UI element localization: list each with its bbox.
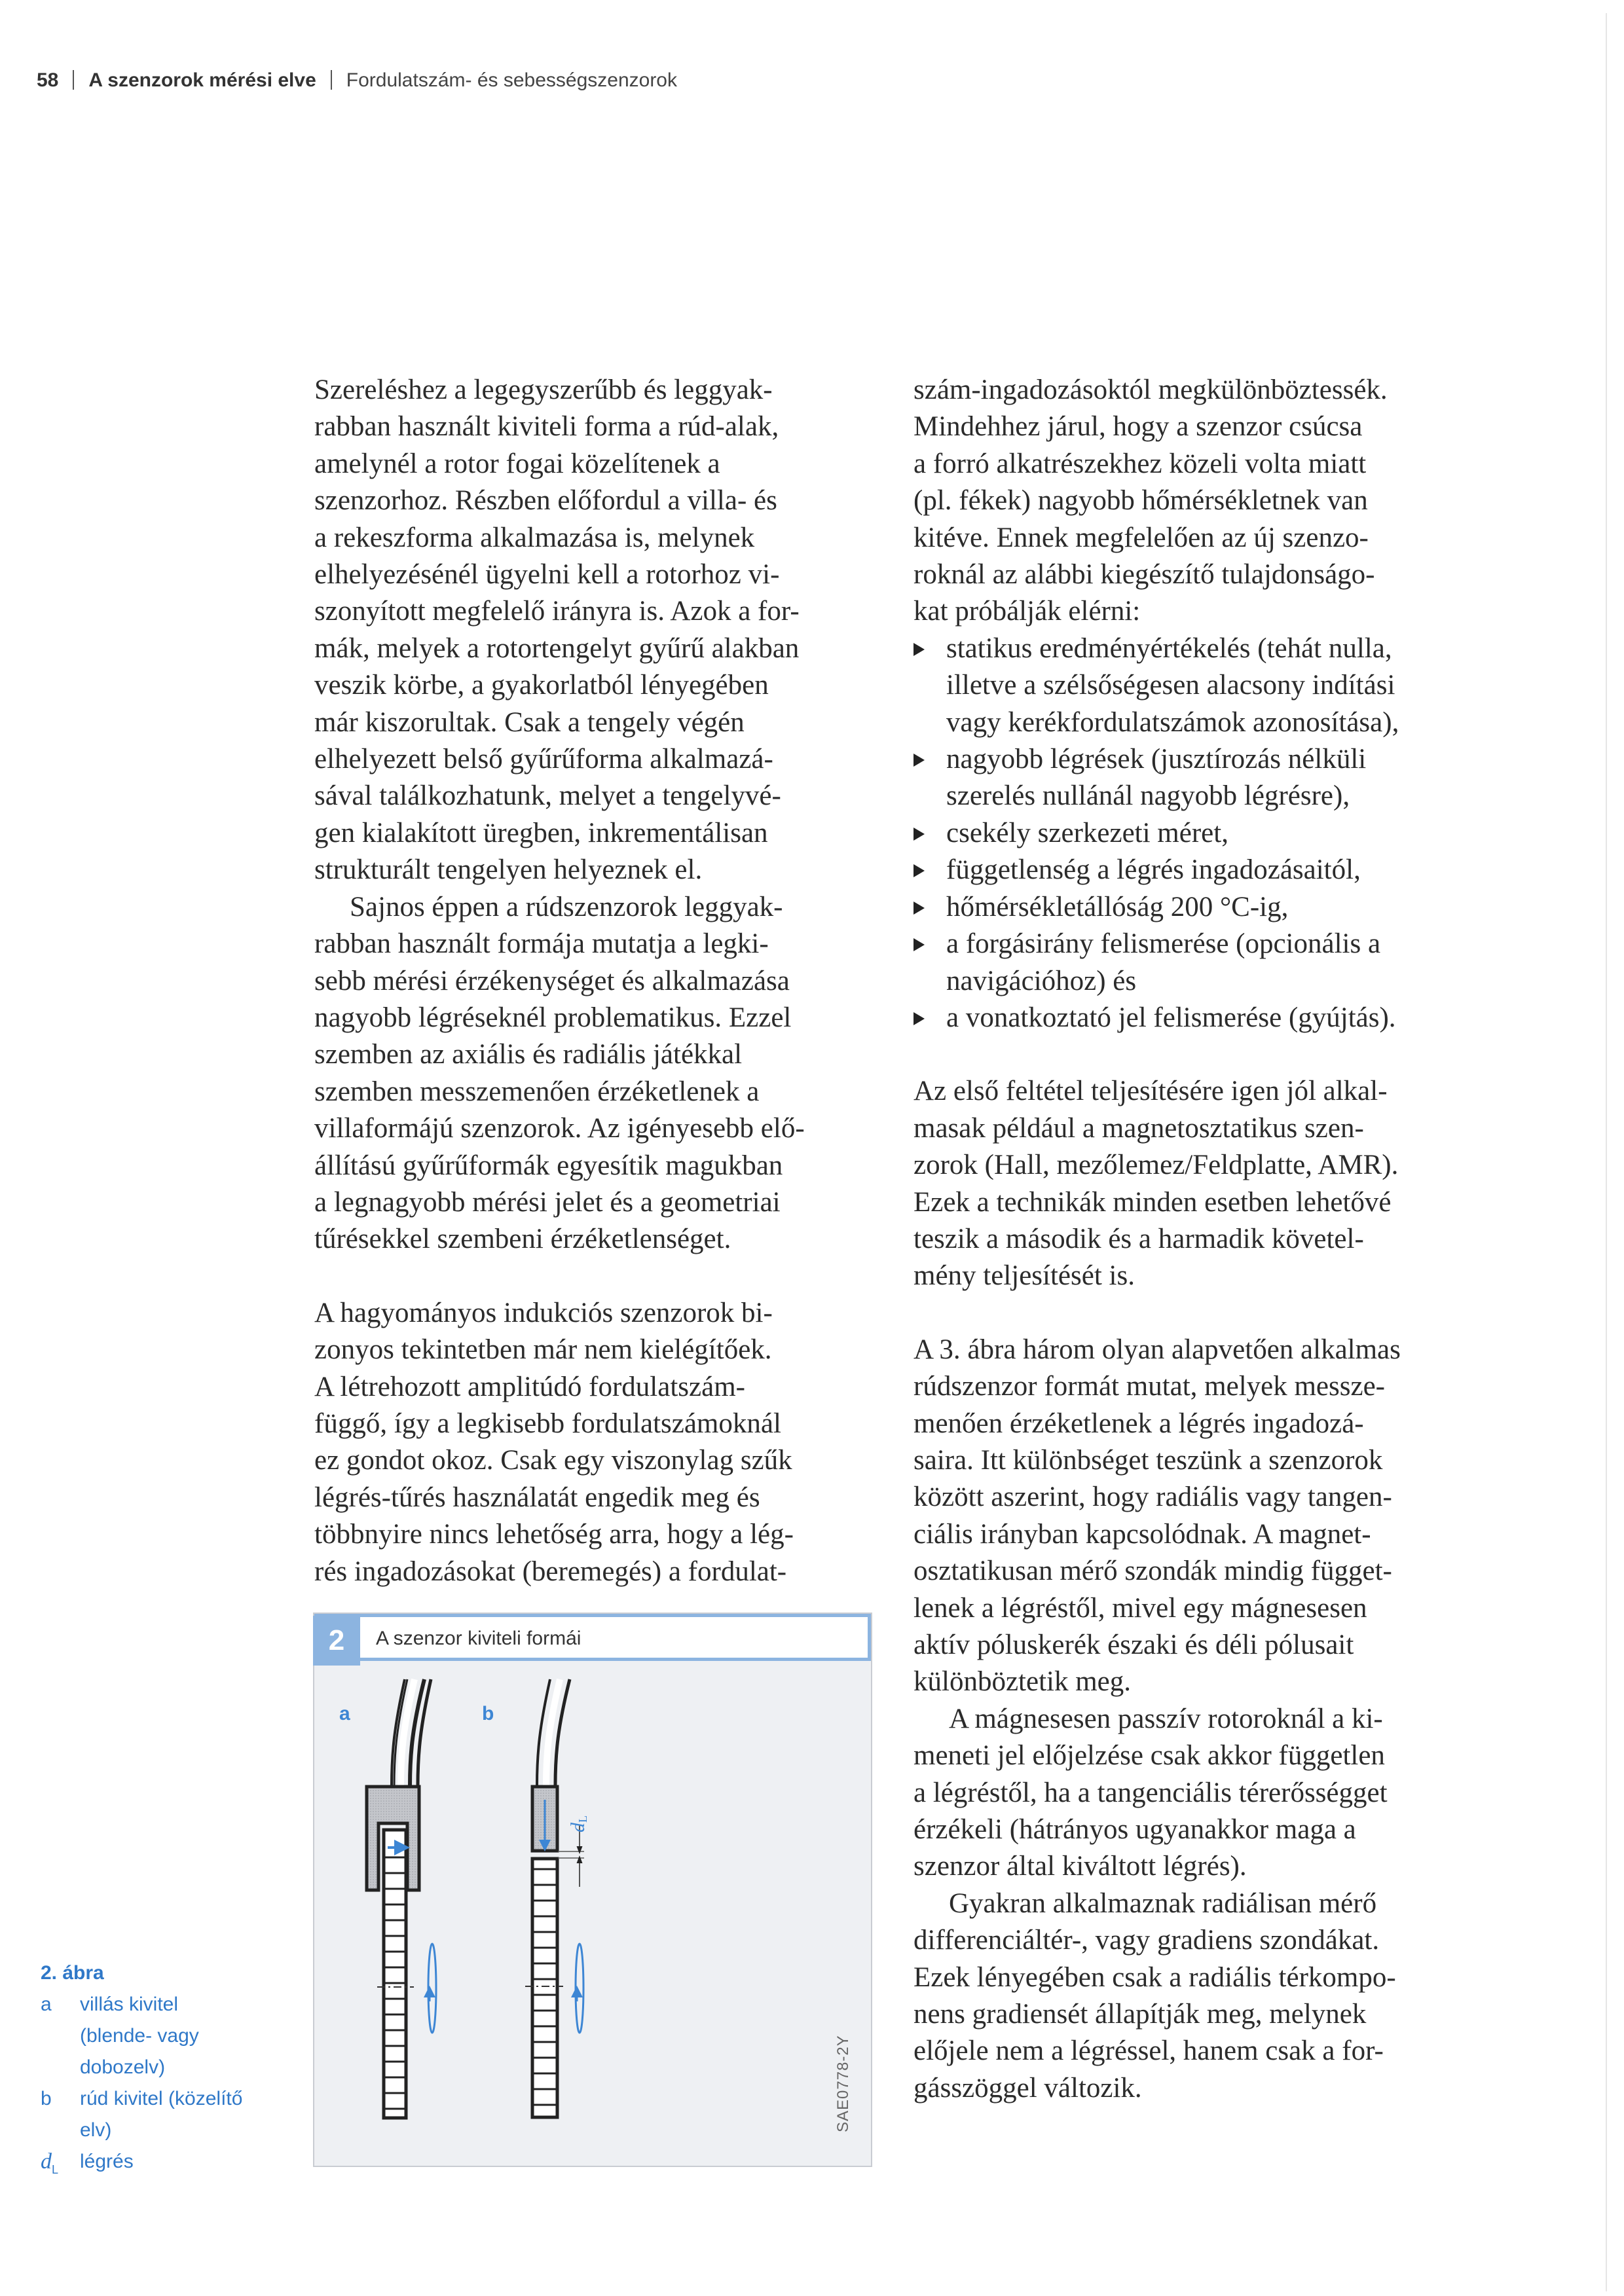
header-separator (331, 70, 332, 90)
caption-text: villás kivitel (80, 1994, 179, 2015)
text-line: menően érzéketlenek a légrés ingadozá- (913, 1408, 1364, 1439)
caption-title: 2. ábra (41, 1962, 104, 1984)
text-line: szenzorhoz. Részben előfordul a villa- és (314, 485, 777, 517)
triangle-bullet-icon (913, 864, 925, 877)
text-line: ez gondot okoz. Csak egy viszonylag szűk (314, 1445, 792, 1476)
left-text-column (314, 372, 871, 1590)
text-line: elhelyezett belső gyűrűforma alkalmazá- (314, 744, 773, 775)
page-edge-line (1606, 13, 1607, 2291)
text-line: statikus eredményértékelés (tehát nulla, (946, 632, 1392, 664)
text-line: légrés-tűrés használatát engedik meg és (314, 1482, 760, 1513)
text-line: szerelés nullánál nagyobb légrésre), (946, 780, 1350, 812)
caption-text: elv) (80, 2119, 112, 2141)
text-line: nens gradiensét állapítják meg, melynek (913, 1999, 1367, 2030)
text-line: a légréstől, ha a tangenciális térerősségget (913, 1777, 1388, 1808)
text-line: A 3. ábra három olyan alapvetően alkalmas (913, 1334, 1401, 1365)
caption-item (41, 1989, 242, 2020)
label-a: a (339, 1703, 350, 1724)
bullet-continuation (913, 778, 1490, 814)
caption-key: a (41, 1994, 52, 2015)
text-line: mény teljesítését is. (913, 1260, 1135, 1292)
text-line: teszik a második és a harmadik követel- (913, 1223, 1364, 1254)
text-line: zorok (Hall, mezőlemez/Feldplatte, AMR). (913, 1150, 1399, 1181)
figure-number-badge: 2 (313, 1616, 360, 1666)
text-line: A létrehozott amplitúdó fordulatszám- (314, 1371, 745, 1402)
text-line: a legnagyobb mérési jelet és a geometriai (314, 1186, 781, 1218)
triangle-bullet-icon (913, 902, 925, 915)
caption-item (41, 2115, 242, 2146)
text-line: nagyobb légrések (jusztírozás nélküli (946, 744, 1367, 775)
text-line: kat próbálják elérni: (913, 596, 1141, 627)
text-line: amelynél a rotor fogai közelítenek a (314, 448, 720, 479)
text-line: a vonatkoztató jel felismerése (gyújtás). (946, 1002, 1396, 1033)
text-line: nagyobb légréseknél problematikus. Ezzel (314, 1002, 792, 1033)
text-line: (pl. fékek) nagyobb hőmérsékletnek van (913, 485, 1368, 517)
text-line: a rekeszforma alkalmazása is, melynek (314, 522, 755, 553)
text-line: rúdszenzor formát mutat, melyek messze- (913, 1371, 1385, 1402)
bullet-item (913, 926, 1490, 962)
section-title: Fordulatszám- és sebességszenzorok (346, 69, 677, 91)
figure-2 (313, 1613, 872, 2167)
text-line: már kiszorultak. Csak a tengely végén (314, 706, 745, 738)
caption-text: (blende- vagy (80, 2025, 199, 2047)
triangle-bullet-icon (913, 643, 925, 656)
caption-key (41, 2052, 80, 2083)
sensor-b-rod (482, 1679, 570, 1851)
text-line: A mágnesesen passzív rotoroknál a ki- (949, 1703, 1383, 1734)
text-line: Gyakran alkalmaznak radiálisan mérő (949, 1887, 1377, 1919)
bullet-continuation (913, 704, 1490, 741)
label-b: b (482, 1703, 494, 1724)
text-line: szám-ingadozásoktól megkülönböztessék. (913, 374, 1388, 405)
caption-key (41, 2115, 80, 2146)
text-line: strukturált tengelyen helyeznek el. (314, 854, 703, 886)
text-line: elhelyezésénél ügyelni kell a rotorhoz vi- (314, 559, 780, 591)
caption-key: $d_L$ (41, 2149, 59, 2176)
bullet-continuation (913, 667, 1490, 704)
caption-text: dobozelv) (80, 2056, 166, 2078)
text-line: sebb mérési érzékenységet és alkalmazása (314, 965, 790, 996)
text-line: állítású gyűrűformák egyesítik magukban (314, 1150, 783, 1181)
text-line: roknál az alábbi kiegészítő tulajdonságo- (913, 559, 1375, 591)
text-line: csekély szerkezeti méret, (946, 817, 1228, 848)
text-line: ciális irányban kapcsolódnak. A magnet- (913, 1518, 1371, 1550)
figure-caption (41, 1958, 242, 2185)
bullet-item (913, 815, 1490, 852)
text-line: függő, így a legkisebb fordulatszámoknál (314, 1408, 781, 1439)
bullet-continuation (913, 963, 1490, 1000)
text-line: Mindehhez járul, hogy a szenzor csúcsa (913, 411, 1363, 443)
figure-header (314, 1614, 871, 1661)
rotor-b (525, 1859, 583, 2117)
page-number: 58 (37, 69, 59, 91)
caption-item (41, 2146, 242, 2185)
text-line: osztatikusan mérő szondák mindig függet- (913, 1556, 1392, 1587)
text-line: rabban használt kiviteli forma a rúd-alak, (314, 411, 779, 443)
text-line: differenciáltér-, vagy gradiens szondákat. (913, 1925, 1380, 1956)
text-line: előjele nem a légréssel, hanem csak a for- (913, 2035, 1384, 2067)
text-line: között aszerint, hogy radiális vagy tangen- (913, 1482, 1392, 1513)
text-line: Szereléshez a legegyszerűbb és leggyak- (314, 374, 773, 405)
bullet-item (913, 741, 1490, 778)
text-line: zonyos tekintetben már nem kielégítőek. (314, 1334, 772, 1366)
caption-item (41, 2083, 242, 2115)
rotor-a (377, 1830, 436, 2118)
triangle-bullet-icon (913, 1012, 925, 1025)
figure-title: A szenzor kiviteli formái (376, 1628, 581, 1649)
text-line: szemben messzemenően érzéketlenek a (314, 1076, 760, 1107)
text-line: lenek a légréstől, mivel egy mágnesesen (913, 1592, 1367, 1624)
text-line: kitéve. Ennek megfelelően az új szenzo- (913, 522, 1369, 553)
text-line: érzékeli (hátrányos ugyanakkor maga a (913, 1814, 1356, 1846)
rotation-arrow-a (428, 1944, 436, 2033)
bullet-item (913, 889, 1490, 926)
paragraph-gap (913, 1036, 1490, 1073)
bullet-item (913, 1000, 1490, 1036)
text-line: rés ingadozásokat (beremegés) a fordulat- (314, 1556, 787, 1587)
triangle-bullet-icon (913, 754, 925, 767)
triangle-bullet-icon (913, 828, 925, 841)
sensor-diagram (314, 1661, 871, 2165)
air-gap-dimension (558, 1815, 589, 1887)
bullet-item (913, 852, 1490, 888)
text-line: A hagyományos indukciós szenzorok bi- (314, 1297, 773, 1328)
text-line: aktív póluskerék északi és déli pólusait (913, 1630, 1354, 1660)
chapter-title: A szenzorok mérési elve (88, 69, 316, 91)
text-line: masak például a magnetosztatikus szen- (913, 1112, 1364, 1144)
text-line: hőmérsékletállóság 200 °C-ig, (946, 891, 1289, 922)
text-line: többnyire nincs lehetőség arra, hogy a lég- (314, 1519, 794, 1550)
text-line: a forró alkatrészekhez közeli volta miatt (913, 448, 1367, 479)
text-line: szemben az axiális és radiális játékkal (314, 1039, 743, 1070)
text-line: szonyított megfelelő irányra is. Azok a for- (314, 596, 800, 627)
caption-key: b (41, 2088, 52, 2109)
triangle-bullet-icon (913, 938, 925, 951)
text-line: sával találkozhatunk, melyet a tengelyvé- (314, 780, 781, 812)
text-line: illetve a szélsőségesen alacsony indítási (946, 670, 1395, 701)
text-line: Ezek lényegében csak a radiális térkompo- (913, 1961, 1396, 1993)
caption-item (41, 2020, 242, 2052)
text-line: gen kialakított üregben, inkrementálisan (314, 817, 768, 848)
text-line: tűrésekkel szembeni érzéketlenséget. (314, 1224, 731, 1255)
text-line: gásszöggel változik. (913, 2072, 1142, 2104)
text-line: szenzor által kiváltott légrés). (913, 1851, 1247, 1882)
text-line: meneti jel előjelzése csak akkor független (913, 1740, 1385, 1772)
text-line: mák, melyek a rotortengelyt gyűrű alakban (314, 632, 800, 664)
paragraph-gap (913, 1295, 1490, 1332)
rotation-arrow-b (576, 1944, 583, 2033)
text-line: saira. Itt különbséget teszünk a szenzorok (913, 1444, 1383, 1476)
caption-text: légrés (80, 2151, 134, 2172)
rotor-b-body (532, 1859, 557, 2117)
text-line: Az első feltétel teljesítésére igen jól alkal- (913, 1076, 1388, 1107)
right-text-column (913, 372, 1490, 2107)
text-line: villaformájú szenzorok. Az igényesebb elő- (314, 1113, 805, 1144)
running-header (37, 69, 677, 92)
text-line: rabban használt formája mutatja a legki- (314, 928, 769, 960)
bullet-item (913, 630, 1490, 667)
text-line: veszik körbe, a gyakorlatból lényegében (314, 670, 769, 701)
text-line: a forgásirány felismerése (opcionális a (946, 928, 1381, 960)
paragraph-gap (314, 1258, 871, 1295)
caption-item (41, 2052, 242, 2083)
text-line: navigációhoz) és (946, 965, 1137, 996)
text-line: különböztetik meg. (913, 1666, 1131, 1698)
caption-key (41, 2020, 80, 2052)
header-separator (73, 70, 74, 90)
text-line: Ezek a technikák minden esetben lehetővé (913, 1186, 1392, 1218)
caption-text: rúd kivitel (közelítő (80, 2088, 243, 2109)
figure-code: SAE0778-2Y (834, 2035, 852, 2132)
text-line: vagy kerékfordulatszámok azonosítása), (946, 706, 1399, 738)
text-line: Sajnos éppen a rúdszenzorok leggyak- (350, 891, 783, 922)
text-line: függetlenség a légrés ingadozásaitól, (946, 854, 1361, 886)
air-gap-label: dL (567, 1815, 589, 1832)
